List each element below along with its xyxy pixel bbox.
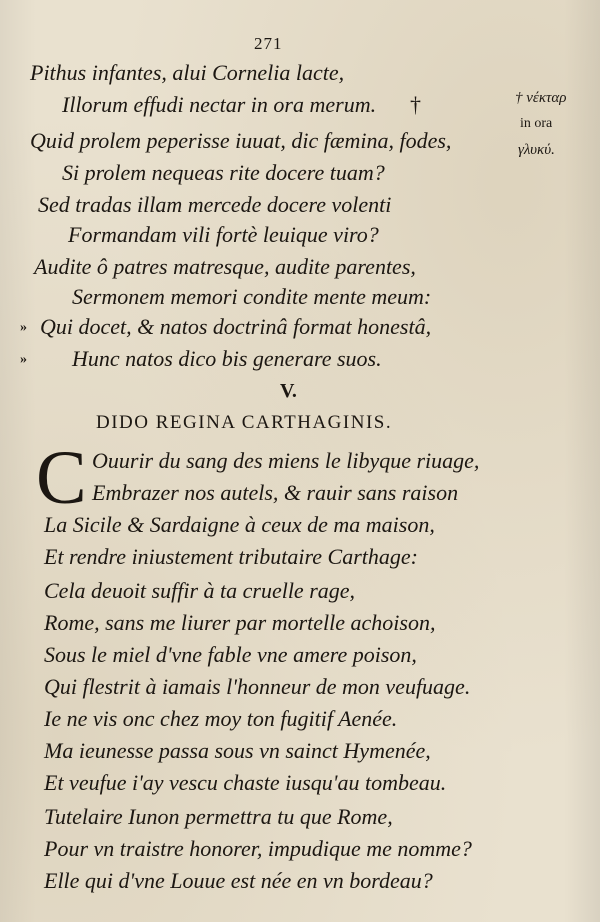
french-verse-5: Cela deuoit suffir à ta cruelle rage, (44, 578, 356, 603)
latin-verse-1: Pithus infantes, alui Cornelia lacte, (30, 60, 345, 85)
french-verse-11: Et veufue i'ay vescu chaste iusqu'au tombeau. (44, 770, 447, 795)
latin-verse-4: Si prolem nequeas rite docere tuam? (62, 160, 385, 185)
latin-verse-2: Illorum effudi nectar in ora merum. (62, 92, 377, 117)
latin-verse-7: Audite ô patres matresque, audite parentes, (34, 254, 416, 279)
french-verse-13: Pour vn traistre honorer, impudique me nomme? (44, 836, 472, 861)
margin-note-line-2: in ora (520, 116, 553, 131)
french-verse-10: Ma ieunesse passa sous vn sainct Hymenée, (44, 738, 431, 763)
page-number: 271 (254, 34, 283, 53)
french-verse-2: Embrazer nos autels, & rauir sans raison (92, 480, 459, 505)
section-number: V. (280, 380, 297, 402)
french-verse-8: Qui flestrit à iamais l'honneur de mon veufuage. (44, 674, 471, 699)
poem-title: DIDO REGINA CARTHAGINIS. (96, 412, 393, 433)
latin-verse-5: Sed tradas illam mercede docere volenti (38, 192, 392, 217)
french-verse-1: Ouurir du sang des miens le libyque riuage, (92, 448, 480, 473)
drop-cap: C (36, 436, 87, 520)
latin-verse-10: Hunc natos dico bis generare suos. (72, 346, 382, 371)
quote-mark-2: » (20, 352, 27, 367)
latin-verse-9: Qui docet, & natos doctrinâ format honestâ, (40, 314, 432, 339)
french-verse-9: Ie ne vis onc chez moy ton fugitif Aenée. (44, 706, 398, 731)
french-verse-4: Et rendre iniustement tributaire Carthage: (44, 544, 418, 569)
margin-note-line-3: γλυκύ. (518, 142, 555, 158)
french-verse-3: La Sicile & Sardaigne à ceux de ma maison, (44, 512, 435, 537)
french-verse-7: Sous le miel d'vne fable vne amere poison, (44, 642, 417, 667)
french-verse-14: Elle qui d'vne Louue est née en vn bordeau? (44, 868, 433, 893)
french-verse-6: Rome, sans me liurer par mortelle achoison, (44, 610, 436, 635)
margin-note-line-1: † νέκταρ (515, 90, 567, 106)
quote-mark-1: » (20, 320, 27, 335)
french-verse-12: Tutelaire Iunon permettra tu que Rome, (44, 804, 393, 829)
latin-verse-8: Sermonem memori condite mente meum: (72, 284, 432, 309)
latin-verse-6: Formandam vili fortè leuique viro? (68, 222, 379, 247)
dagger-mark: † (410, 92, 421, 117)
latin-verse-3: Quid prolem peperisse iuuat, dic fæmina, fodes, (30, 128, 452, 153)
